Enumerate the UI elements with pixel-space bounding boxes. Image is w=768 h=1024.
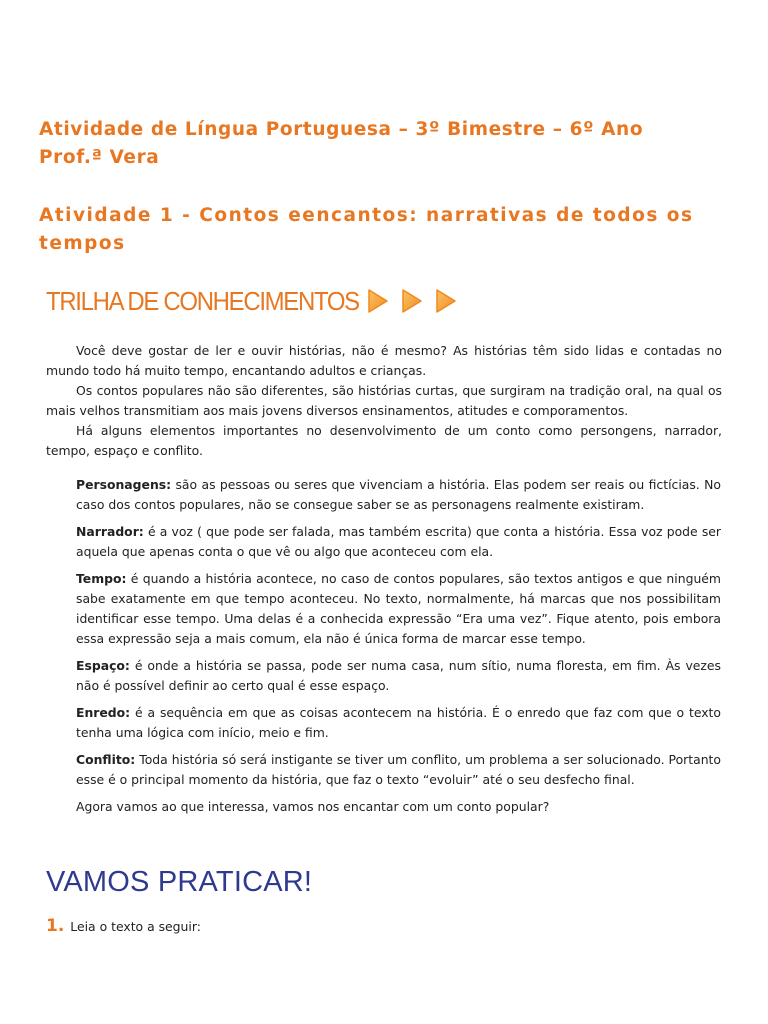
intro-section	[46, 341, 722, 461]
definitions-list	[76, 475, 721, 824]
definition-item	[76, 750, 721, 790]
definition-term: Personagens:	[76, 477, 172, 492]
play-arrow-icon	[366, 288, 390, 314]
closing-paragraph: Agora vamos ao que interessa, vamos nos encantar com um conto popular?	[76, 799, 550, 814]
definition-item	[76, 475, 721, 515]
definition-text: Toda história só será instigante se tiver um conflito, um problema a ser solucionado. Portanto esse é o principal momento da história, que faz o texto “evoluir” até o seu desfecho final.	[76, 752, 721, 787]
definition-term: Espaço:	[76, 658, 130, 673]
definition-term: Narrador:	[76, 524, 144, 539]
definition-text: são as pessoas ou seres que vivenciam a história. Elas podem ser reais ou fictícias. No caso dos contos populares, não se consegue saber se as personagens realmente existiram.	[76, 477, 721, 512]
question-text: Leia o texto a seguir:	[70, 919, 201, 934]
trilha-title: TRILHA DE CONHECIMENTOS	[46, 285, 359, 316]
trilha-heading	[46, 284, 468, 318]
question-1	[46, 916, 201, 936]
definition-item	[76, 656, 721, 696]
definition-text: é a sequência em que as coisas acontecem na história. É o enredo que faz com que o texto tenha uma lógica com início, meio e fim.	[76, 705, 721, 740]
intro-paragraph-2: Os contos populares não são diferentes, são histórias curtas, que surgiram na tradição oral, na qual os mais velhos transmitiam aos mais jovens diversos ensinamentos, atitudes e comporamentos.	[46, 383, 722, 418]
definition-text: é onde a história se passa, pode ser numa casa, num sítio, numa floresta, em fim. Às vezes não é possível definir ao certo qual é esse espaço.	[76, 658, 721, 693]
header-title	[39, 116, 739, 172]
header-line-2: Prof.ª Vera	[39, 147, 160, 168]
definition-item	[76, 522, 721, 562]
question-number: 1.	[46, 916, 65, 936]
definition-item	[76, 703, 721, 743]
definition-text: é quando a história acontece, no caso de contos populares, são textos antigos e que ninguém sabe exatamente em que tempo aconteceu. No texto, normalmente, há marcas que nos possibilitam identificar esse tempo. Uma delas é a conhecida expressão “Era uma vez”. Fique atento, pois embora essa expressão seja a mais comum, ela não é única forma de marcar esse tempo.	[76, 571, 721, 646]
definition-item	[76, 569, 721, 649]
definition-term: Enredo:	[76, 705, 131, 720]
arrow-group	[366, 288, 468, 314]
practice-title: VAMOS PRATICAR!	[46, 866, 313, 898]
play-arrow-icon	[400, 288, 424, 314]
intro-paragraph-1: Você deve gostar de ler e ouvir histórias, não é mesmo? As histórias têm sido lidas e contadas no mundo todo há muito tempo, encantando adultos e crianças.	[46, 343, 722, 378]
play-arrow-icon	[434, 288, 458, 314]
definition-term: Tempo:	[76, 571, 127, 586]
definition-term: Conflito:	[76, 752, 136, 767]
header-line-1: Atividade de Língua Portuguesa – 3º Bimestre – 6º Ano	[39, 119, 644, 140]
activity-title: Atividade 1 - Contos eencantos: narrativas de todos os tempos	[39, 205, 694, 254]
intro-paragraph-3: Há alguns elementos importantes no desenvolvimento de um conto como persongens, narrador, tempo, espaço e conflito.	[46, 423, 722, 458]
definition-text: é a voz ( que pode ser falada, mas também escrita) que conta a história. Essa voz pode ser aquela que apenas conta o que vê ou algo que aconteceu com ela.	[76, 524, 721, 559]
